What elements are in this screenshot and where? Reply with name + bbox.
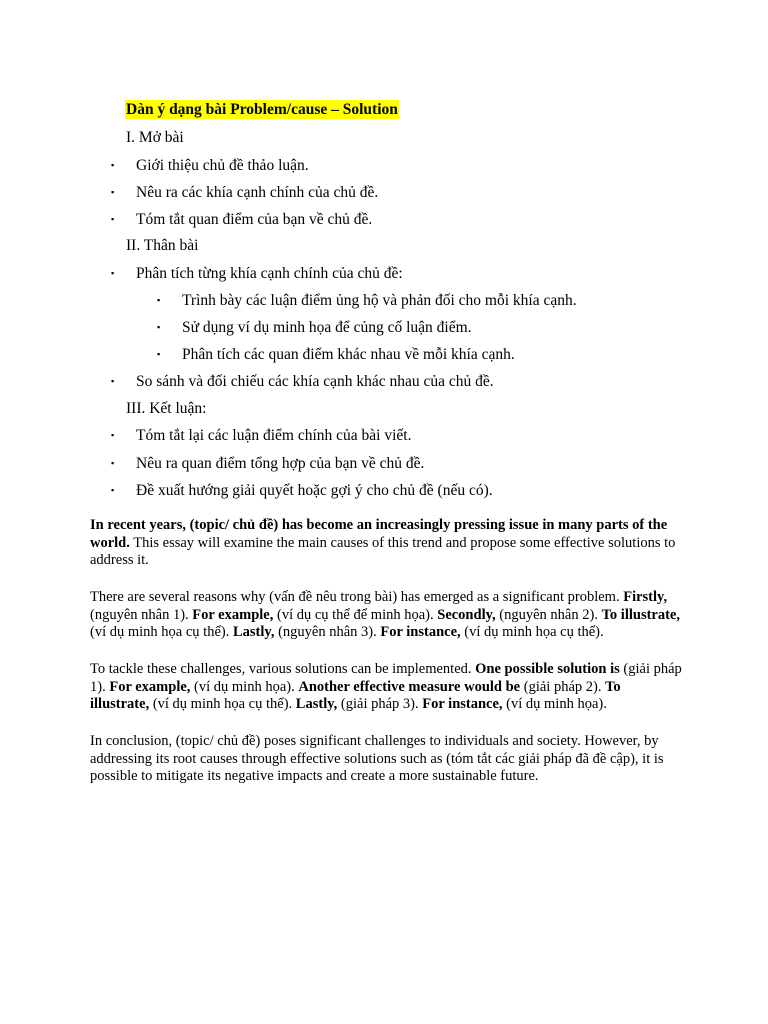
sub-list-item	[157, 318, 472, 337]
paragraph-text: (ví dụ minh họa).	[190, 678, 299, 695]
bold-text: In recent years, (topic/ chủ đề) has become an increasingly pressing issue in many parts of the world.	[90, 517, 668, 551]
outline-title: Dàn ý dạng bài Problem/cause – Solution	[126, 101, 398, 118]
bold-text: Firstly,	[623, 589, 668, 605]
bullet-icon: ▪	[111, 458, 115, 468]
bullet-icon: ▪	[111, 160, 115, 170]
paragraph-text: (ví dụ minh họa cụ thể).	[149, 696, 296, 712]
conclusion-heading: III. Kết luận:	[126, 400, 207, 417]
sub-list-item	[157, 345, 515, 364]
list-item	[111, 210, 372, 229]
body-heading: II. Thân bài	[126, 237, 199, 254]
paragraph-text: (ví dụ minh họa cụ thể).	[460, 624, 604, 640]
list-item-text: Sử dụng ví dụ minh họa để củng cố luận điểm.	[182, 319, 472, 336]
essay-intro-paragraph	[90, 517, 682, 570]
list-item-text: Đề xuất hướng giải quyết hoặc gợi ý cho chủ đề (nếu có).	[136, 482, 493, 499]
paragraph-text: (ví dụ minh họa cụ thể).	[90, 624, 233, 640]
bold-text: Secondly,	[437, 606, 496, 623]
list-item	[111, 264, 403, 283]
bold-text: Lastly,	[295, 696, 338, 712]
paragraph-text: (giải pháp 1).	[90, 661, 682, 695]
list-item-text: Trình bày các luận điểm ủng hộ và phản đối cho mỗi khía cạnh.	[182, 292, 577, 309]
list-item-text: Tóm tắt quan điểm của bạn về chủ đề.	[136, 211, 373, 228]
paragraph-text: (giải pháp 3).	[337, 696, 423, 712]
essay-conclusion-paragraph: In conclusion, (topic/ chủ đề) poses significant challenges to individuals and society. However, by addressing its root causes through effective solutions such as (tóm tắt các giải pháp đã đề cập), it is possible to mitigate its negative impacts and create a more sustainable future.	[90, 733, 664, 784]
list-item-text: Phân tích các quan điểm khác nhau về mỗi khía cạnh.	[182, 346, 515, 363]
bold-text: Lastly,	[232, 624, 275, 640]
bullet-icon: ▪	[111, 485, 115, 495]
sub-list-item	[157, 291, 577, 310]
bullet-icon: ▪	[111, 268, 115, 278]
bold-text: For example,	[109, 678, 191, 695]
paragraph-text: There are several reasons why (vấn đề nêu trong bài) has emerged as a significant problem.	[90, 589, 624, 605]
list-item	[111, 426, 411, 445]
intro-heading: I. Mở bài	[126, 129, 184, 146]
list-item	[111, 156, 309, 175]
list-item	[111, 372, 494, 391]
paragraph-text: This essay will examine the main causes of this trend and propose some effective solutions to address it.	[90, 534, 676, 568]
bold-text: Another effective measure would be	[298, 678, 521, 695]
paragraph-text: (nguyên nhân 2).	[495, 606, 602, 623]
paragraph-text: (ví dụ minh họa).	[502, 696, 607, 712]
bold-text: For example,	[192, 606, 274, 623]
essay-solutions-paragraph	[90, 661, 682, 714]
list-item-text: Giới thiệu chủ đề thảo luận.	[136, 157, 309, 174]
bold-text: To illustrate,	[601, 606, 680, 623]
essay-causes-paragraph	[90, 589, 682, 642]
bullet-icon: ▪	[111, 187, 115, 197]
bullet-icon: ▪	[157, 295, 161, 305]
bullet-icon: ▪	[157, 322, 161, 332]
list-item-text: Phân tích từng khía cạnh chính của chủ đề:	[136, 265, 403, 282]
list-item	[111, 183, 378, 202]
paragraph-text: (nguyên nhân 3).	[274, 624, 381, 640]
bullet-icon: ▪	[111, 376, 115, 386]
bullet-icon: ▪	[111, 430, 115, 440]
paragraph-text: (nguyên nhân 1).	[90, 606, 193, 623]
bold-text: For instance,	[422, 696, 503, 712]
bold-text: To illustrate,	[90, 678, 621, 712]
list-item	[111, 454, 424, 473]
bold-text: For instance,	[380, 624, 461, 640]
list-item-text: Nêu ra quan điểm tổng hợp của bạn về chủ đề.	[136, 455, 425, 472]
list-item	[111, 481, 493, 500]
list-item-text: Nêu ra các khía cạnh chính của chủ đề.	[136, 184, 379, 201]
paragraph-text: To tackle these challenges, various solutions can be implemented.	[90, 661, 476, 677]
bold-text: One possible solution is	[475, 661, 620, 677]
paragraph-text: (ví dụ cụ thể để minh họa).	[273, 606, 438, 623]
bullet-icon: ▪	[157, 349, 161, 359]
paragraph-text: (giải pháp 2).	[520, 678, 606, 695]
list-item-text: Tóm tắt lại các luận điểm chính của bài viết.	[136, 427, 412, 444]
list-item-text: So sánh và đối chiếu các khía cạnh khác nhau của chủ đề.	[136, 373, 494, 390]
bullet-icon: ▪	[111, 214, 115, 224]
